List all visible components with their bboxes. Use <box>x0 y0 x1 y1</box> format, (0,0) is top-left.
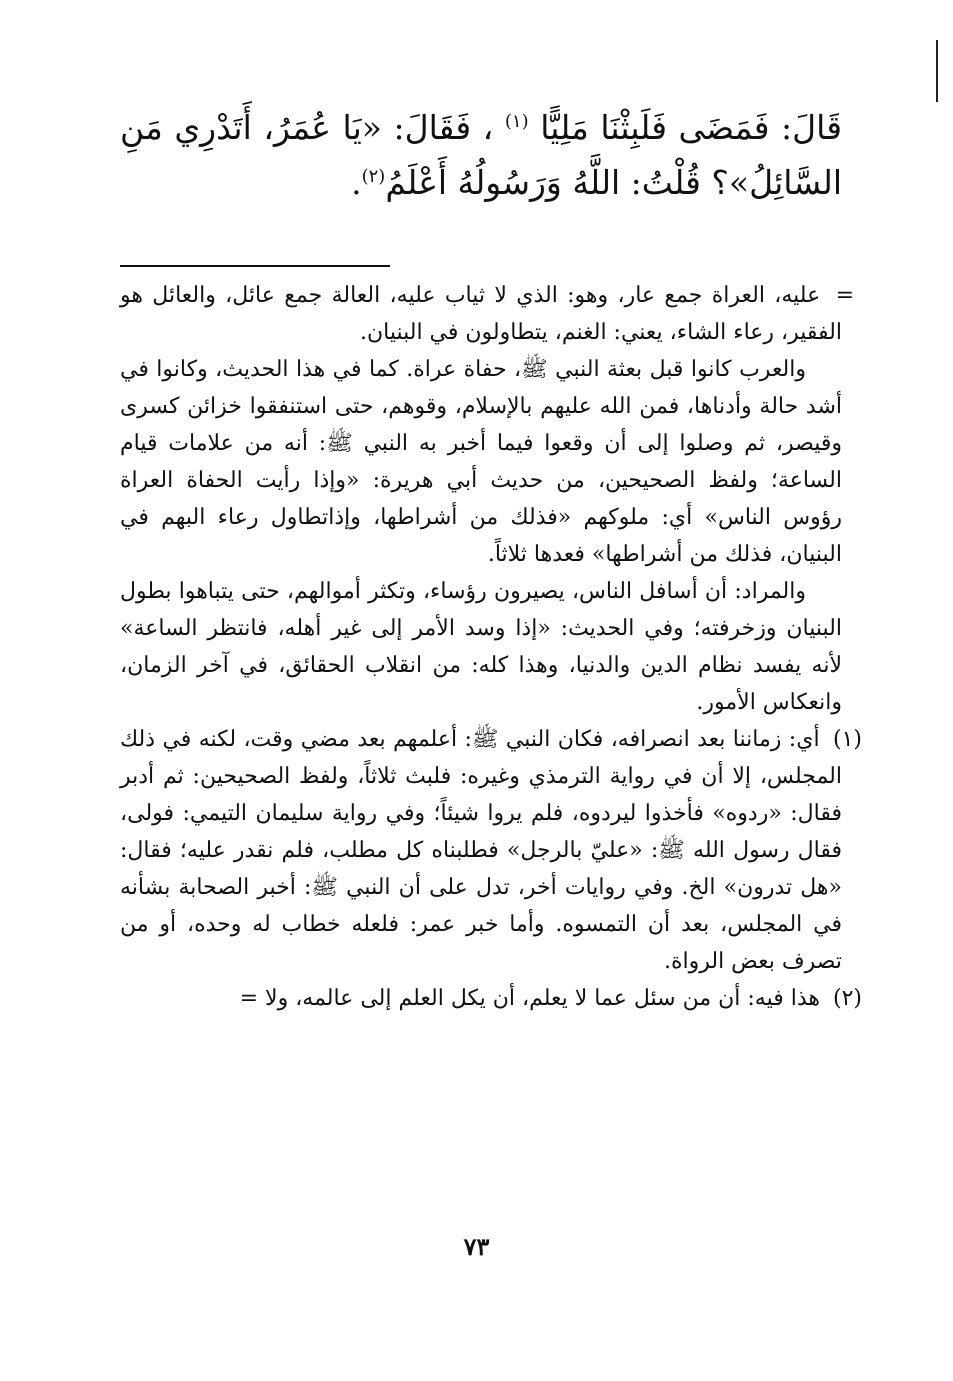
footnote-2-continuation-mark: = <box>239 986 259 1011</box>
main-line-1: قَالَ: فَمَضَى فَلَبِثْنَا مَلِيًّا <box>540 108 842 147</box>
main-line-1b: ، فَقَالَ: «يَا عُمَرُ، أَتَدْرِي مَنِ <box>120 108 494 147</box>
footnote-1 <box>120 721 863 980</box>
footnote-2 <box>120 980 862 1017</box>
main-line-2: السَّائِلُ»؟ قُلْتُ: اللَّهُ وَرَسُولُهُ أَعْلَمُ <box>385 163 842 202</box>
footnote-paragraph-3: والمراد: أن أسافل الناس، يصيرون رؤساء، وتكثر أموالهم، حتى يتباهوا بطول البنيان وزخرفته؛ وفي الحديث: «إذا وسد الأمر إلى غير أهله، فانتظر الساعة» لأنه يفسد نظام الدين والدنيا، وهذا كله: من انقلاب الحقائق، في آخر الزمان، وانعكاس الأمور. <box>120 579 842 715</box>
footnote-2-number: (٢) <box>832 986 862 1011</box>
footnote-continuation <box>120 277 854 351</box>
main-line-2-end: . <box>351 163 362 202</box>
main-text <box>120 100 842 210</box>
page-body <box>120 100 863 1017</box>
footnote-1-number: (١) <box>833 727 863 752</box>
footnote-separator <box>120 265 390 267</box>
page-number: ٧٣ <box>463 1232 490 1261</box>
footnote-ref-1: (١) <box>504 111 529 132</box>
footnote-1-text: أي: زماننا بعد انصرافه، فكان النبي ﷺ: أعلمهم بعد مضي وقت، لكنه في ذلك المجلس، إلا أن في رواية الترمذي وغيره: فلبث ثلاثاً، ولفظ الصحيحين: ثم أدبر فقال: «ردوه» فأخذوا ليردوه، فلم يروا شيئاً؛ وفي رواية سليمان التيمي: فولى، فقال رسول الله ﷺ: «عليّ بالرجل» فطلبناه كل مطلب، فلم نقدر عليه؛ فقال: «هل تدرون» الخ. وفي روايات أخر، تدل على أن النبي ﷺ: أخبر الصحابة بشأنه في المجلس، بعد أن التمسوه. وأما خبر عمر: فلعله خطاب له وحده، أو من تصرف بعض الرواة. <box>120 727 842 974</box>
page-edge-mark <box>936 40 938 102</box>
continuation-text: عليه، العراة جمع عار، وهو: الذي لا ثياب عليه، العالة جمع عائل، والعائل هو الفقير، رعاء الشاء، يعني: الغنم، يتطاولون في البنيان. <box>120 283 842 345</box>
footnote-ref-2: (٢) <box>361 166 386 187</box>
footnote-2-text: هذا فيه: أن من سئل عما لا يعلم، أن يكل العلم إلى عالمه، ولا <box>265 986 820 1011</box>
footnotes <box>120 277 863 1017</box>
footnote-paragraph-2: والعرب كانوا قبل بعثة النبي ﷺ، حفاة عراة. كما في هذا الحديث، وكانوا في أشد حالة وأدناها، فمن الله عليهم بالإسلام، وقوهم، حتى استنفقوا خزائن كسرى وقيصر، ثم وصلوا إلى أن وقعوا فيما أخبر به النبي ﷺ: أنه من علامات قيام الساعة؛ ولفظ الصحيحين، من حديث أبي هريرة: «وإذا رأيت الحفاة العراة رؤوس الناس» أي: ملوكهم «فذلك من أشراطها، وإذاتطاول رعاء البهم في البنيان، فذلك من أشراطها» فعدها ثلاثاً. <box>120 357 842 567</box>
continuation-mark: = <box>835 283 854 308</box>
